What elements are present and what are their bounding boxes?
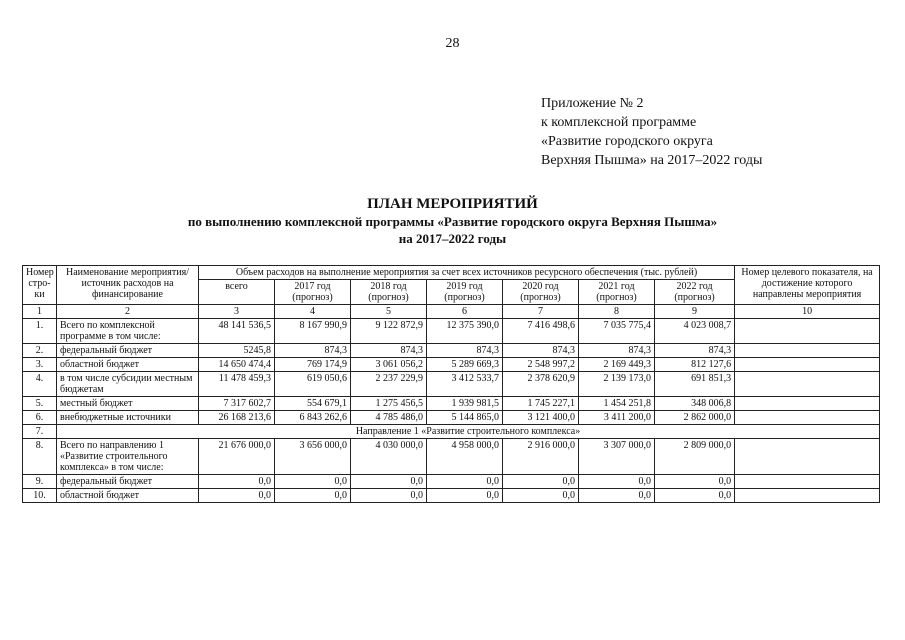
plan-title-heading: ПЛАН МЕРОПРИЯТИЙ — [367, 196, 538, 212]
table-row — [23, 475, 880, 489]
column-index-cell: 2 — [57, 305, 199, 319]
row-value-cell: 14 650 474,4 — [199, 358, 275, 372]
row-name-cell: местный бюджет — [57, 397, 199, 411]
row-value-cell: 874,3 — [655, 344, 735, 358]
row-value-cell: 0,0 — [503, 489, 579, 503]
row-name-cell: областной бюджет — [57, 358, 199, 372]
row-value-cell: 2 237 229,9 — [351, 372, 427, 397]
plan-title-subheading: по выполнению комплексной программы «Развитие городского округа Верхняя Пышма» — [187, 214, 718, 229]
row-name-cell: внебюджетные источники — [57, 411, 199, 425]
row-target-cell — [735, 397, 880, 411]
column-index-cell: 7 — [503, 305, 579, 319]
header-year-2019: 2019 год (прогноз) — [427, 280, 503, 305]
row-number-cell: 6. — [23, 411, 57, 425]
row-value-cell: 4 958 000,0 — [427, 439, 503, 475]
column-index-cell: 4 — [275, 305, 351, 319]
table-row — [23, 372, 880, 397]
column-index-cell: 3 — [199, 305, 275, 319]
column-index-cell: 6 — [427, 305, 503, 319]
row-target-cell — [735, 475, 880, 489]
row-value-cell: 0,0 — [655, 475, 735, 489]
row-value-cell: 6 843 262,6 — [275, 411, 351, 425]
row-target-cell — [735, 319, 880, 344]
row-number-cell: 1. — [23, 319, 57, 344]
header-row-number: Номер стро-ки — [23, 266, 57, 305]
row-number-cell: 4. — [23, 372, 57, 397]
row-value-cell: 874,3 — [427, 344, 503, 358]
column-index-cell: 10 — [735, 305, 880, 319]
row-value-cell: 874,3 — [579, 344, 655, 358]
header-year-2017: 2017 год (прогноз) — [275, 280, 351, 305]
row-value-cell: 3 061 056,2 — [351, 358, 427, 372]
header-expenses: Объем расходов на выполнение мероприятия за счет всех источников ресурсного обеспечения (тыс. рублей) — [199, 266, 735, 280]
table-row — [23, 411, 880, 425]
row-value-cell: 3 656 000,0 — [275, 439, 351, 475]
plan-table — [22, 265, 880, 503]
header-year-2018: 2018 год (прогноз) — [351, 280, 427, 305]
row-value-cell: 0,0 — [427, 489, 503, 503]
row-value-cell: 2 809 000,0 — [655, 439, 735, 475]
plan-title — [0, 196, 905, 247]
column-index-cell: 8 — [579, 305, 655, 319]
row-value-cell: 0,0 — [351, 475, 427, 489]
row-value-cell: 1 275 456,5 — [351, 397, 427, 411]
table-row — [23, 319, 880, 344]
row-value-cell: 1 745 227,1 — [503, 397, 579, 411]
appendix-line: Верхняя Пышма» на 2017–2022 годы — [541, 153, 763, 168]
section-row — [23, 425, 880, 439]
row-number-cell: 10. — [23, 489, 57, 503]
column-index-cell: 1 — [23, 305, 57, 319]
row-value-cell: 4 785 486,0 — [351, 411, 427, 425]
row-value-cell: 554 679,1 — [275, 397, 351, 411]
header-year-2020: 2020 год (прогноз) — [503, 280, 579, 305]
header-year-2021: 2021 год (прогноз) — [579, 280, 655, 305]
row-value-cell: 0,0 — [503, 475, 579, 489]
row-value-cell: 0,0 — [427, 475, 503, 489]
row-value-cell: 769 174,9 — [275, 358, 351, 372]
row-name-cell: федеральный бюджет — [57, 475, 199, 489]
row-number-cell: 5. — [23, 397, 57, 411]
row-value-cell: 7 035 775,4 — [579, 319, 655, 344]
row-value-cell: 3 307 000,0 — [579, 439, 655, 475]
row-value-cell: 48 141 536,5 — [199, 319, 275, 344]
row-value-cell: 2 916 000,0 — [503, 439, 579, 475]
row-value-cell: 11 478 459,3 — [199, 372, 275, 397]
column-index-cell: 5 — [351, 305, 427, 319]
row-value-cell: 874,3 — [275, 344, 351, 358]
table-row — [23, 397, 880, 411]
row-value-cell: 2 862 000,0 — [655, 411, 735, 425]
row-value-cell: 0,0 — [351, 489, 427, 503]
row-value-cell: 0,0 — [199, 475, 275, 489]
row-value-cell: 1 939 981,5 — [427, 397, 503, 411]
row-value-cell: 26 168 213,6 — [199, 411, 275, 425]
row-value-cell: 12 375 390,0 — [427, 319, 503, 344]
table-row — [23, 489, 880, 503]
row-number-cell: 3. — [23, 358, 57, 372]
row-value-cell: 0,0 — [275, 475, 351, 489]
row-number-cell: 9. — [23, 475, 57, 489]
row-number-cell: 8. — [23, 439, 57, 475]
header-total: всего — [199, 280, 275, 305]
row-name-cell: в том числе субсидии местным бюджетам — [57, 372, 199, 397]
section-title-cell: Направление 1 «Развитие строительного комплекса» — [57, 425, 880, 439]
row-value-cell: 3 121 400,0 — [503, 411, 579, 425]
table-row — [23, 358, 880, 372]
plan-title-period: на 2017–2022 годы — [398, 231, 507, 246]
appendix-block — [541, 94, 762, 170]
row-name-cell: Всего по направлению 1 «Развитие строительного комплекса» в том числе: — [57, 439, 199, 475]
header-year-2022: 2022 год (прогноз) — [655, 280, 735, 305]
row-value-cell: 0,0 — [579, 489, 655, 503]
row-target-cell — [735, 358, 880, 372]
row-value-cell: 874,3 — [351, 344, 427, 358]
row-value-cell: 5 289 669,3 — [427, 358, 503, 372]
row-value-cell: 3 411 200,0 — [579, 411, 655, 425]
row-value-cell: 0,0 — [199, 489, 275, 503]
row-value-cell: 0,0 — [579, 475, 655, 489]
table-row — [23, 344, 880, 358]
row-number-cell: 2. — [23, 344, 57, 358]
row-value-cell: 5245,8 — [199, 344, 275, 358]
row-value-cell: 2 169 449,3 — [579, 358, 655, 372]
row-value-cell: 9 122 872,9 — [351, 319, 427, 344]
appendix-line: Приложение № 2 — [541, 96, 644, 111]
row-value-cell: 619 050,6 — [275, 372, 351, 397]
row-value-cell: 874,3 — [503, 344, 579, 358]
row-value-cell: 21 676 000,0 — [199, 439, 275, 475]
row-value-cell: 812 127,6 — [655, 358, 735, 372]
table-header-row — [23, 266, 880, 280]
row-value-cell: 3 412 533,7 — [427, 372, 503, 397]
row-target-cell — [735, 372, 880, 397]
row-target-cell — [735, 439, 880, 475]
row-value-cell: 4 030 000,0 — [351, 439, 427, 475]
row-value-cell: 7 317 602,7 — [199, 397, 275, 411]
header-target: Номер целевого показателя, на достижение которого направлены мероприятия — [735, 266, 880, 305]
row-value-cell: 2 378 620,9 — [503, 372, 579, 397]
row-value-cell: 1 454 251,8 — [579, 397, 655, 411]
row-value-cell: 0,0 — [275, 489, 351, 503]
row-name-cell: федеральный бюджет — [57, 344, 199, 358]
column-index-cell: 9 — [655, 305, 735, 319]
table-row — [23, 439, 880, 475]
row-target-cell — [735, 411, 880, 425]
page-number: 28 — [445, 36, 460, 51]
row-value-cell: 8 167 990,9 — [275, 319, 351, 344]
row-value-cell: 0,0 — [655, 489, 735, 503]
row-value-cell: 348 006,8 — [655, 397, 735, 411]
header-name: Наименование мероприятия/источник расходов на финансирование — [57, 266, 199, 305]
row-value-cell: 4 023 008,7 — [655, 319, 735, 344]
row-name-cell: областной бюджет — [57, 489, 199, 503]
row-value-cell: 5 144 865,0 — [427, 411, 503, 425]
appendix-line: к комплексной программе — [541, 115, 697, 130]
appendix-line: «Развитие городского округа — [541, 134, 713, 149]
row-value-cell: 2 139 173,0 — [579, 372, 655, 397]
row-value-cell: 691 851,3 — [655, 372, 735, 397]
row-target-cell — [735, 489, 880, 503]
row-value-cell: 2 548 997,2 — [503, 358, 579, 372]
row-name-cell: Всего по комплексной программе в том числе: — [57, 319, 199, 344]
row-value-cell: 7 416 498,6 — [503, 319, 579, 344]
row-target-cell — [735, 344, 880, 358]
column-index-row — [23, 305, 880, 319]
row-number-cell: 7. — [23, 425, 57, 439]
